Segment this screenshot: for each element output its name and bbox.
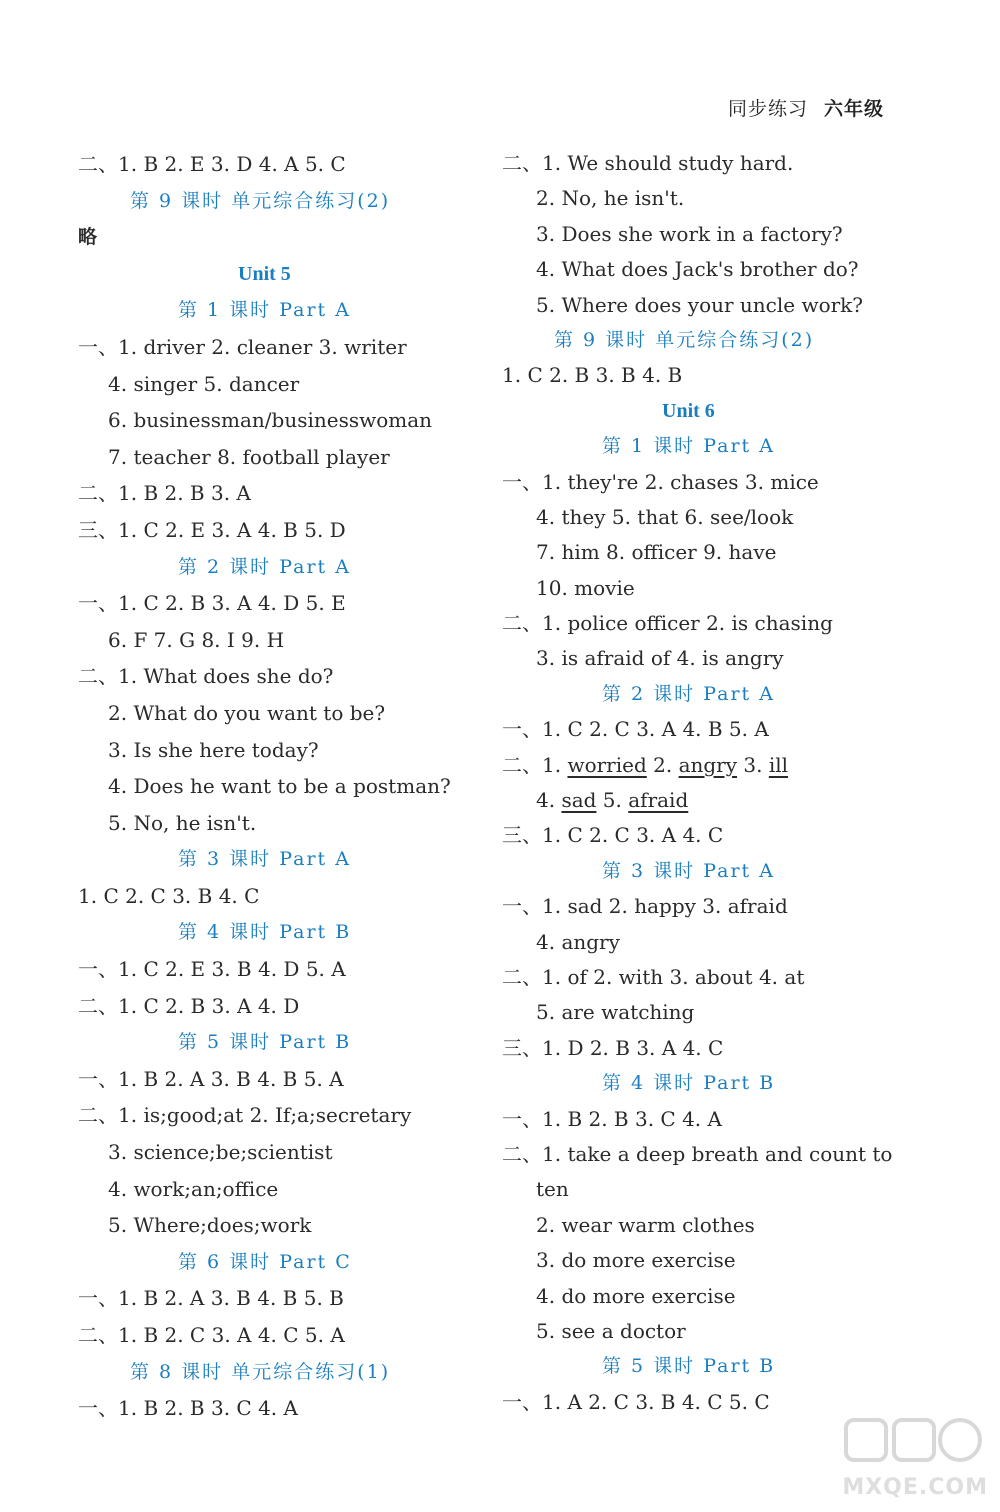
- answer-line: 二、1. is;good;at 2. If;a;secretary: [78, 1103, 412, 1128]
- answer-line: 3. do more exercise: [536, 1248, 736, 1273]
- answer-line: 一、1. C 2. E 3. B 4. D 5. A: [78, 957, 346, 982]
- answer-line: [502, 748, 902, 783]
- lesson-heading: 第 2 课时 Part A: [602, 682, 775, 705]
- answer-line: 略: [78, 226, 98, 249]
- answer-line: 5. Where does your uncle work?: [536, 292, 864, 317]
- answer-line: 一、1. B 2. A 3. B 4. B 5. B: [78, 1286, 344, 1311]
- answer-line: 3. Does she work in a factory?: [536, 221, 843, 246]
- answer-line: 一、1. they're 2. chases 3. mice: [502, 469, 819, 494]
- lesson-heading: 第 6 课时 Part C: [178, 1250, 352, 1273]
- underlined-word: worried: [567, 752, 647, 777]
- answer-line: 三、1. C 2. C 3. A 4. C: [502, 823, 724, 848]
- answer-line: 二、1. B 2. C 3. A 4. C 5. A: [78, 1323, 345, 1347]
- answer-line: 二、1. take a deep breath and count to: [502, 1141, 893, 1166]
- answer-prefix: 4.: [536, 788, 562, 813]
- answer-line: 二、1. We should study hard.: [502, 151, 794, 175]
- answer-line: 7. him 8. officer 9. have: [536, 540, 777, 565]
- unit-heading: Unit 5: [238, 262, 291, 285]
- answer-line: 7. teacher 8. football player: [108, 444, 390, 469]
- header-title: 同步练习: [727, 98, 808, 120]
- answer-line: 二、1. B 2. E 3. D 4. A 5. C: [78, 152, 346, 176]
- answer-sep: 3.: [737, 752, 769, 777]
- answer-line: 4. work;an;office: [108, 1176, 279, 1201]
- lesson-heading: 第 4 课时 Part B: [602, 1072, 776, 1095]
- lesson-heading: 第 1 课时 Part A: [602, 435, 775, 458]
- answer-line: 一、1. sad 2. happy 3. afraid: [502, 894, 788, 919]
- answer-line: 二、1. B 2. B 3. A: [78, 481, 251, 506]
- lesson-heading: 第 1 课时 Part A: [178, 299, 351, 322]
- unit-heading: Unit 6: [662, 399, 715, 422]
- answer-line: 二、1. police officer 2. is chasing: [502, 611, 833, 636]
- answer-line: 二、1. C 2. B 3. A 4. D: [78, 993, 300, 1018]
- answer-line: [502, 783, 902, 818]
- right-column: [502, 146, 902, 1420]
- answer-line: 4. singer 5. dancer: [108, 371, 300, 396]
- answer-line: 2. wear warm clothes: [536, 1212, 755, 1237]
- answer-line: 一、1. B 2. B 3. C 4. A: [502, 1106, 722, 1131]
- answer-line: 2. No, he isn't.: [536, 186, 685, 211]
- answer-line: ten: [536, 1177, 569, 1202]
- answer-line: 5. Where;does;work: [108, 1213, 312, 1238]
- lesson-heading: 第 9 课时 单元综合练习(2): [554, 328, 815, 351]
- answer-line: 一、1. C 2. C 3. A 4. B 5. A: [502, 717, 769, 742]
- answer-line: 二、1. of 2. with 3. about 4. at: [502, 964, 805, 989]
- answer-prefix: 二、1.: [502, 752, 568, 777]
- page-header: [728, 94, 884, 121]
- lesson-heading: 第 9 课时 单元综合练习(2): [130, 189, 391, 212]
- answer-line: 10. movie: [536, 575, 635, 600]
- answer-line: 二、1. What does she do?: [78, 664, 334, 689]
- header-grade: 六年级: [823, 98, 884, 120]
- answer-line: 1. C 2. C 3. B 4. C: [78, 883, 260, 908]
- answer-line: 1. C 2. B 3. B 4. B: [502, 363, 683, 388]
- answer-line: 一、1. B 2. B 3. C 4. A: [78, 1396, 298, 1421]
- answer-line: 一、1. A 2. C 3. B 4. C 5. C: [502, 1389, 770, 1414]
- answer-line: 4. they 5. that 6. see/look: [536, 504, 794, 529]
- lesson-heading: 第 3 课时 Part A: [602, 859, 775, 882]
- answer-line: 3. science;be;scientist: [108, 1140, 333, 1165]
- answer-line: 三、1. D 2. B 3. A 4. C: [502, 1035, 724, 1060]
- answer-line: 4. do more exercise: [536, 1283, 736, 1308]
- answer-line: 5. are watching: [536, 1000, 695, 1025]
- answer-line: 3. is afraid of 4. is angry: [536, 646, 784, 671]
- underlined-word: ill: [768, 752, 789, 777]
- answer-line: 一、1. B 2. A 3. B 4. B 5. A: [78, 1066, 344, 1091]
- answer-sep: 5.: [596, 788, 629, 813]
- lesson-heading: 第 5 课时 Part B: [602, 1355, 776, 1378]
- answer-line: 4. Does he want to be a postman?: [108, 774, 451, 799]
- lesson-heading: 第 4 课时 Part B: [178, 921, 352, 944]
- answer-line: 一、1. driver 2. cleaner 3. writer: [78, 334, 407, 359]
- answer-line: 4. angry: [536, 929, 620, 954]
- answer-sep: 2.: [646, 752, 679, 777]
- answer-line: 5. see a doctor: [536, 1318, 686, 1343]
- answer-line: 3. Is she here today?: [108, 737, 319, 762]
- lesson-heading: 第 8 课时 单元综合练习(1): [130, 1360, 391, 1383]
- watermark-icon: [838, 1414, 988, 1474]
- answer-line: 一、1. C 2. B 3. A 4. D 5. E: [78, 591, 346, 616]
- lesson-heading: 第 3 课时 Part A: [178, 848, 351, 871]
- underlined-word: angry: [678, 752, 738, 777]
- underlined-word: sad: [561, 788, 597, 813]
- lesson-heading: 第 5 课时 Part B: [178, 1031, 352, 1054]
- underlined-word: afraid: [628, 788, 689, 813]
- answer-line: 4. What does Jack's brother do?: [536, 257, 859, 282]
- answer-line: 6. F 7. G 8. I 9. H: [108, 627, 285, 652]
- answer-line: 5. No, he isn't.: [108, 810, 257, 835]
- answer-line: 三、1. C 2. E 3. A 4. B 5. D: [78, 517, 346, 542]
- watermark-logo: [838, 1414, 988, 1504]
- watermark-text: MXQE.COM: [842, 1475, 988, 1500]
- answer-line: 6. businessman/businesswoman: [108, 408, 433, 433]
- lesson-heading: 第 2 课时 Part A: [178, 555, 351, 578]
- left-column: [78, 146, 478, 1427]
- answer-line: 2. What do you want to be?: [108, 700, 386, 725]
